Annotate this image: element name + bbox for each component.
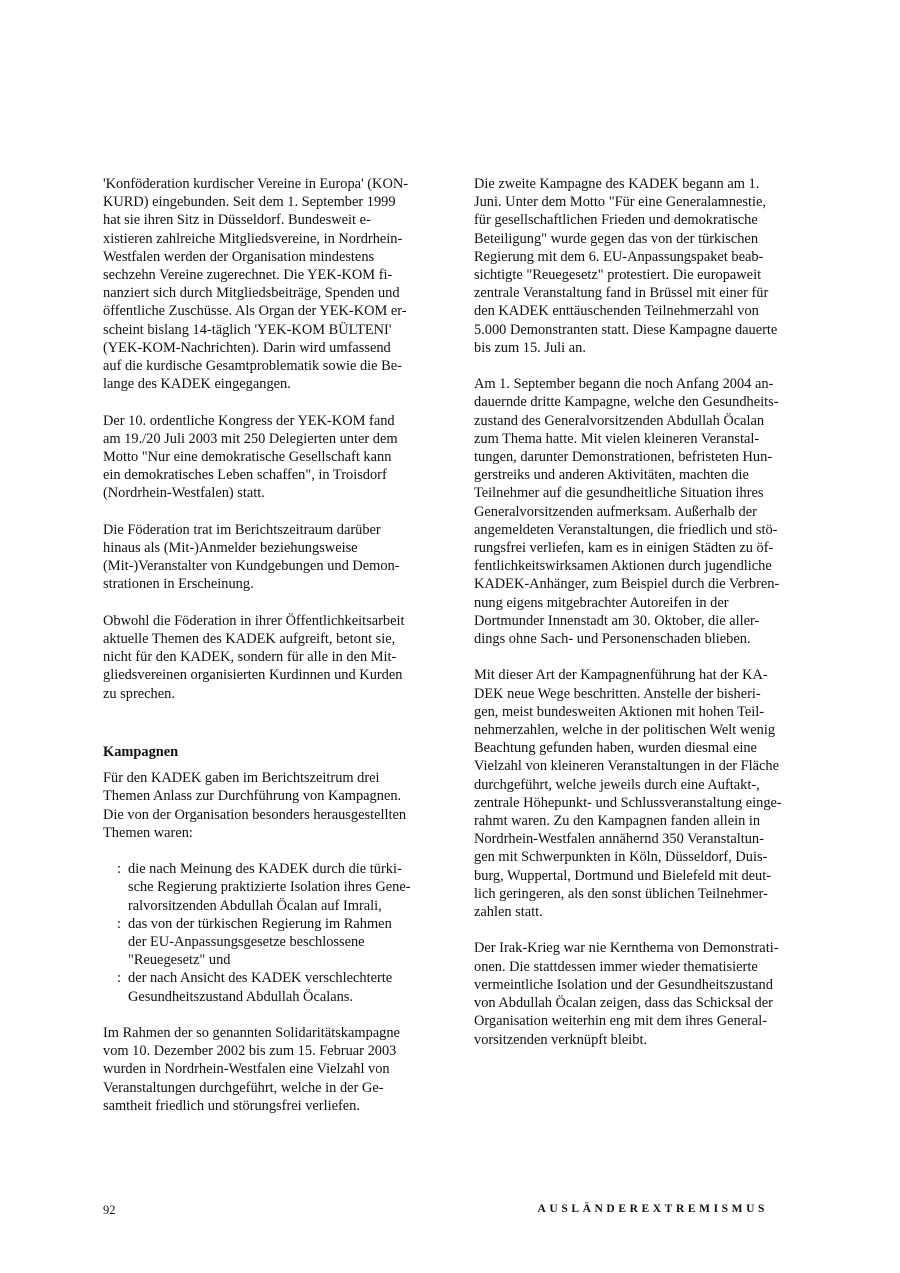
text-line: am 19./20 Juli 2003 mit 250 Delegierten unter dem <box>103 430 398 447</box>
bullet-list <box>103 860 433 1006</box>
text-line: zu sprechen. <box>103 685 175 702</box>
text-line: gliedsvereinen organisierten Kurdinnen und Kurden <box>103 667 403 684</box>
text-line: Dortmunder Innenstadt am 30. Oktober, die aller- <box>474 612 760 629</box>
text-line: DEK neue Wege beschritten. Anstelle der bisheri- <box>474 685 761 702</box>
heading-spacer <box>103 721 433 743</box>
paragraph <box>474 666 804 921</box>
text-line: zahlen statt. <box>474 904 543 921</box>
page-number: 92 <box>103 1203 116 1217</box>
text-line: fentlichkeitswirksamen Aktionen durch jugendliche <box>474 558 772 575</box>
paragraph <box>103 175 433 393</box>
text-line: strationen in Erscheinung. <box>103 576 254 593</box>
text-line: für gesellschaftlichen Frieden und demokratische <box>474 212 758 229</box>
text-line: Organisation weiterhin eng mit dem ihres General- <box>474 1013 768 1030</box>
text-line: zustand des Generalvorsitzenden Abdullah Öcalan <box>474 412 765 429</box>
text-line: tungen, darunter Demonstrationen, befristeten Hun- <box>474 449 773 466</box>
text-line: burg, Wuppertal, Dortmund und Bielefeld mit deut- <box>474 867 772 884</box>
text-line: Für den KADEK gaben im Berichtszeitrum drei <box>103 770 380 787</box>
text-line: nanziert sich durch Mitgliedsbeiträge, Spenden und <box>103 285 400 302</box>
bullet-marker: : <box>117 861 121 878</box>
text-line: sechzehn Vereine zugerechnet. Die YEK-KOM fi- <box>103 267 393 284</box>
text-line: angemeldeten Veranstaltungen, die friedlich und stö- <box>474 521 778 538</box>
text-line: lich geringeren, als den sonst üblichen Teilnehmer- <box>474 885 768 902</box>
text-line: ralvorsitzenden Abdullah Öcalan auf Imrali, <box>128 897 382 914</box>
text-line: der nach Ansicht des KADEK verschlechterte <box>128 970 393 987</box>
text-line: (Mit-)Veranstalter von Kundgebungen und Demon- <box>103 558 400 575</box>
text-line: sche Regierung praktizierte Isolation ihres Gene- <box>128 879 411 896</box>
paragraph <box>103 412 433 503</box>
text-line: Themen Anlass zur Durchführung von Kampagnen. <box>103 788 402 805</box>
text-line: Beteiligung" wurde gegen das von der türkischen <box>474 230 759 247</box>
text-line: nicht für den KADEK, sondern für alle in den Mit- <box>103 649 397 666</box>
text-line: aktuelle Themen des KADEK aufgreift, betont sie, <box>103 631 396 648</box>
text-line: xistieren zahlreiche Mitgliedsvereine, in Nordrhein- <box>103 230 403 247</box>
text-line: nung eigens mitgebrachter Autoreifen in der <box>474 594 729 611</box>
text-line: dauernde dritte Kampagne, welche den Gesundheits- <box>474 394 779 411</box>
text-line: bis zum 15. Juli an. <box>474 339 586 356</box>
text-line: wurden in Nordrhein-Westfalen eine Vielzahl von <box>103 1061 390 1078</box>
text-line: Im Rahmen der so genannten Solidaritätskampagne <box>103 1025 400 1042</box>
text-line: gerstreiks und anderen Aktivitäten, machten die <box>474 467 749 484</box>
text-line: vermeintliche Isolation und der Gesundheitszustand <box>474 976 773 993</box>
paragraph <box>474 375 804 648</box>
text-line: Mit dieser Art der Kampagnenführung hat der KA- <box>474 667 768 684</box>
paragraph <box>474 939 804 1048</box>
text-line: Themen waren: <box>103 824 193 841</box>
text-line: 5.000 Demonstranten statt. Diese Kampagne dauerte <box>474 321 778 338</box>
text-line: vorsitzenden verknüpft bleibt. <box>474 1031 648 1048</box>
text-line: Die zweite Kampagne des KADEK begann am 1. <box>474 176 760 192</box>
paragraph <box>103 1024 433 1115</box>
text-line: onen. Die stattdessen immer wieder thematisierte <box>474 958 758 975</box>
text-line: rahmt waren. Zu den Kampagnen fanden allein in <box>474 813 761 830</box>
text-line: den KADEK enttäuschenden Teilnehmerzahl von <box>474 303 759 320</box>
text-line: rungsfrei verliefen, kam es in einigen Städten zu öf- <box>474 540 774 557</box>
left-column <box>103 175 433 1133</box>
paragraph <box>103 612 433 703</box>
list-item <box>103 915 433 970</box>
text-line: Regierung mit dem 6. EU-Anpassungspaket beab- <box>474 248 764 265</box>
text-line: Westfalen werden der Organisation mindestens <box>103 248 375 265</box>
text-line: scheint bislang 14-täglich 'YEK-KOM BÜLTENI' <box>103 321 392 338</box>
text-line: samtheit friedlich und störungsfrei verliefen. <box>103 1097 360 1114</box>
text-line: Am 1. September begann die noch Anfang 2004 an- <box>474 376 774 393</box>
text-line: Gesundheitszustand Abdullah Öcalans. <box>128 988 354 1005</box>
section-heading: Kampagnen <box>103 744 179 761</box>
text-line: durchgeführt, welche jeweils durch eine Auftakt-, <box>474 776 760 793</box>
text-line: (YEK-KOM-Nachrichten). Darin wird umfassend <box>103 339 391 356</box>
text-line: Der 10. ordentliche Kongress der YEK-KOM fand <box>103 412 395 429</box>
text-line: nehmerzahlen, welche in der politischen Welt wenig <box>474 722 776 739</box>
text-line: Veranstaltungen durchgeführt, welche in der Ge- <box>103 1079 384 1096</box>
text-line: der EU-Anpassungsgesetze beschlossene <box>128 934 365 951</box>
bullet-marker: : <box>117 915 121 932</box>
text-line: lange des KADEK eingegangen. <box>103 376 291 393</box>
text-line: Teilnehmer auf die gesundheitliche Situation ihres <box>474 485 764 502</box>
bullet-marker: : <box>117 970 121 987</box>
text-line: Nordrhein-Westfalen annähernd 350 Veranstaltun- <box>474 831 764 848</box>
list-item <box>103 969 433 1005</box>
text-line: dings ohne Sach- und Personenschaden blieben. <box>474 631 751 648</box>
text-line: Obwohl die Föderation in ihrer Öffentlichkeitsarbeit <box>103 612 405 629</box>
text-line: Der Irak-Krieg war nie Kernthema von Demonstrati- <box>474 940 779 957</box>
text-line: öffentliche Zuschüsse. Als Organ der YEK-KOM er- <box>103 303 407 320</box>
text-line: auf die kurdische Gesamtproblematik sowie die Be- <box>103 358 402 375</box>
text-line: Die Föderation trat im Berichtszeitraum darüber <box>103 521 381 538</box>
text-line: hinaus als (Mit-)Anmelder beziehungsweise <box>103 540 358 557</box>
right-column <box>474 175 804 1067</box>
text-line: zentrale Veranstaltung fand in Brüssel mit einer für <box>474 285 769 302</box>
text-line: Vielzahl von kleineren Veranstaltungen in der Fläche <box>474 758 779 775</box>
paragraph <box>103 769 433 842</box>
text-line: das von der türkischen Regierung im Rahmen <box>128 915 392 932</box>
text-line: zentrale Höhepunkt- und Schlussveranstaltung einge- <box>474 794 782 811</box>
text-line: Juni. Unter dem Motto "Für eine Generalamnestie, <box>474 194 767 211</box>
text-line: Die von der Organisation besonders herausgestellten <box>103 806 407 823</box>
text-line: hat sie ihren Sitz in Düsseldorf. Bundesweit e- <box>103 212 371 229</box>
running-footer-title: AUSLÄNDEREXTREMISMUS <box>537 1203 768 1215</box>
list-item <box>103 860 433 915</box>
text-line: sichtigte "Reuegesetz" protestiert. Die europaweit <box>474 267 762 284</box>
text-line: (Nordrhein-Westfalen) statt. <box>103 485 265 502</box>
text-line: KURD) eingebunden. Seit dem 1. September 1999 <box>103 194 396 211</box>
text-line: "Reuegesetz" und <box>128 952 231 969</box>
text-line: vom 10. Dezember 2002 bis zum 15. Februar 2003 <box>103 1043 397 1060</box>
text-line: Generalvorsitzenden aufmerksam. Außerhalb der <box>474 503 757 520</box>
text-line: die nach Meinung des KADEK durch die türki- <box>128 861 402 878</box>
text-line: zum Thema hatte. Mit vielen kleineren Veranstal- <box>474 430 760 447</box>
text-line: ein demokratisches Leben schaffen", in Troisdorf <box>103 467 387 484</box>
text-line: KADEK-Anhänger, zum Beispiel durch die Verbren- <box>474 576 780 593</box>
text-line: von Abdullah Öcalan zeigen, dass das Schicksal der <box>474 995 773 1012</box>
text-line: 'Konföderation kurdischer Vereine in Europa' (KON- <box>103 176 409 192</box>
text-line: Motto "Nur eine demokratische Gesellschaft kann <box>103 449 392 466</box>
paragraph <box>474 175 804 357</box>
text-line: gen mit Schwerpunkten in Köln, Düsseldorf, Duis- <box>474 849 768 866</box>
paragraph <box>103 521 433 594</box>
text-line: Beachtung gefunden haben, wurden diesmal eine <box>474 740 757 757</box>
text-line: gen, meist bundesweiten Aktionen mit hohen Teil- <box>474 703 765 720</box>
